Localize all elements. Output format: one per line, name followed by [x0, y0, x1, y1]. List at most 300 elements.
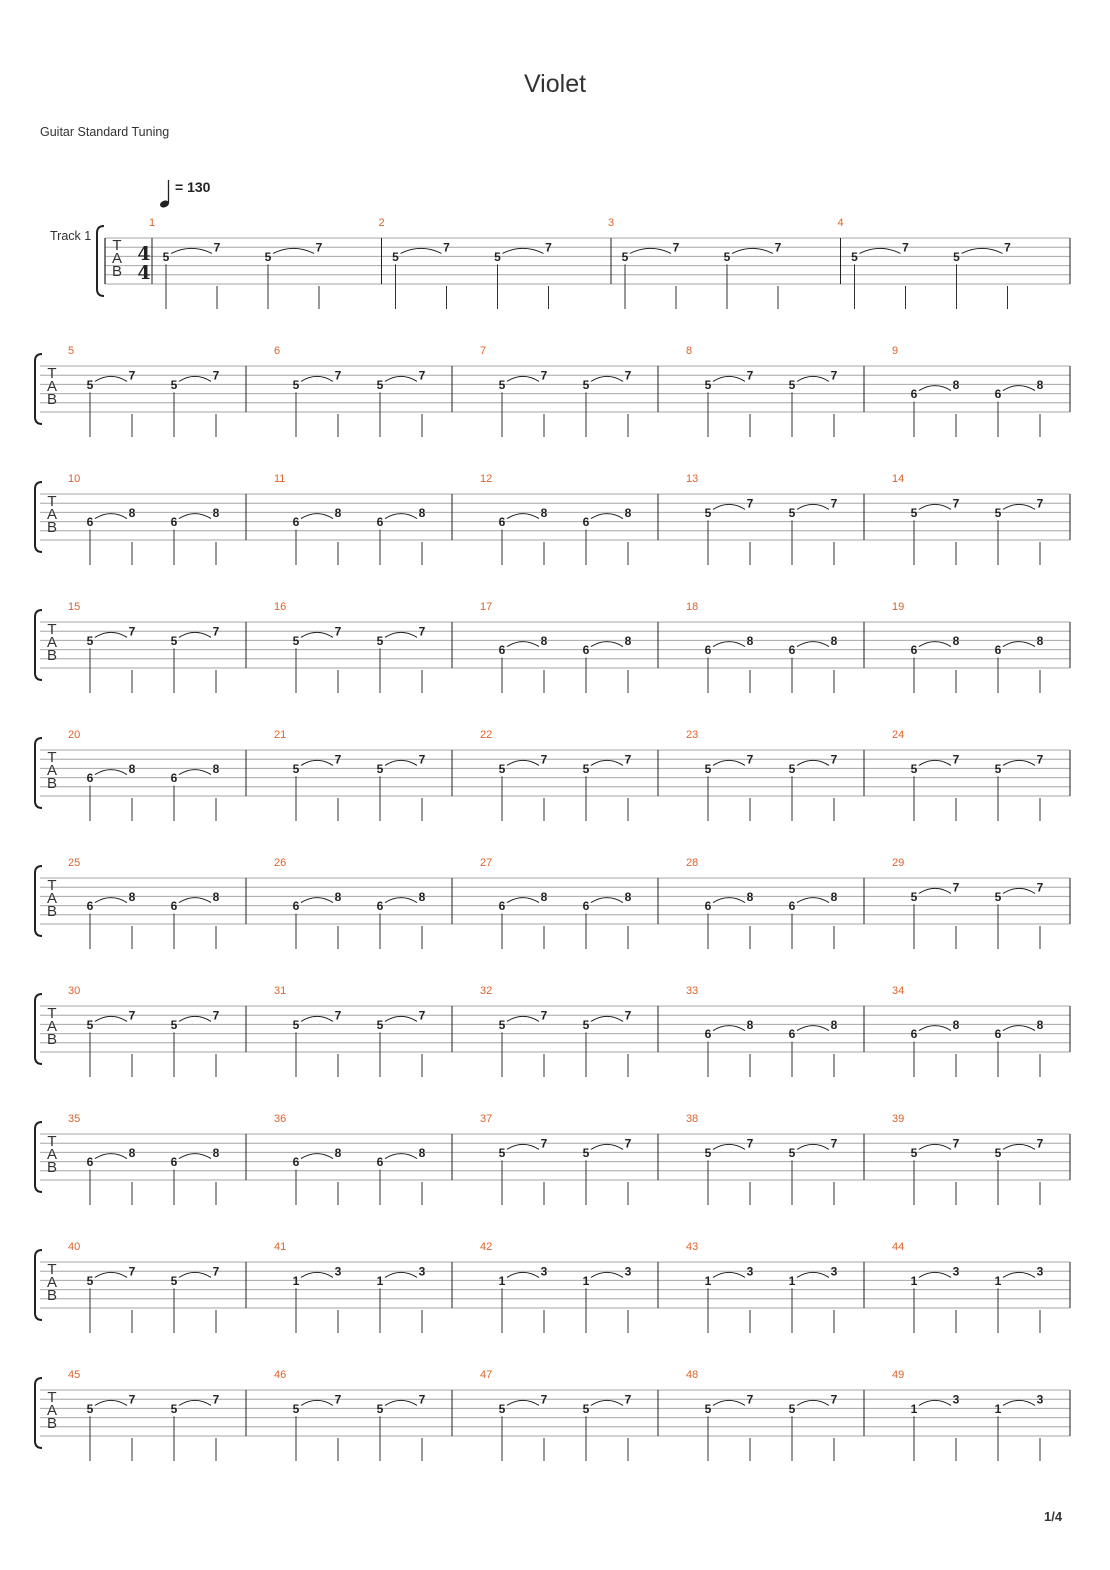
fret-number: 7	[952, 880, 960, 895]
tab-clef-letter: B	[46, 1415, 58, 1432]
measure-number: 22	[480, 729, 493, 741]
fret-number: 7	[213, 240, 221, 255]
measure-number: 47	[480, 1369, 493, 1381]
fret-number: 7	[334, 368, 342, 383]
fret-number: 5	[498, 761, 506, 776]
time-signature-top: 4	[137, 243, 151, 265]
tab-clef-letter: A	[46, 1146, 58, 1163]
fret-number: 5	[910, 889, 918, 904]
fret-number: 6	[788, 1027, 796, 1042]
measure	[864, 601, 1044, 693]
slur	[1003, 386, 1035, 391]
fret-number: 8	[334, 505, 342, 520]
tab-clef-letter: B	[111, 263, 123, 280]
slur	[273, 248, 314, 253]
tab-system	[35, 473, 1070, 565]
fret-number: 8	[624, 633, 632, 648]
slur	[713, 376, 745, 381]
measure-number: 16	[274, 601, 287, 613]
slur	[385, 760, 417, 765]
slur	[797, 760, 829, 765]
measure-number: 35	[68, 1113, 81, 1125]
measure	[452, 985, 632, 1077]
slur	[919, 1400, 951, 1405]
fret-number: 1	[910, 1273, 918, 1288]
fret-number: 7	[212, 624, 220, 639]
fret-number: 7	[418, 624, 426, 639]
system-bracket	[35, 738, 42, 808]
measure	[452, 473, 632, 565]
fret-number: 3	[334, 1264, 342, 1279]
measure	[246, 601, 426, 693]
fret-number: 6	[498, 899, 506, 914]
fret-number: 3	[1036, 1392, 1044, 1407]
slur	[919, 1144, 951, 1149]
slur	[95, 632, 127, 637]
slur	[591, 1272, 623, 1277]
measure	[452, 1241, 632, 1333]
fret-number: 7	[334, 1392, 342, 1407]
fret-number: 7	[746, 496, 754, 511]
measure	[864, 1241, 1044, 1333]
slur	[713, 1026, 745, 1031]
fret-number: 8	[830, 889, 838, 904]
fret-number: 8	[830, 633, 838, 648]
measure	[658, 601, 838, 693]
measure-number: 4	[837, 217, 844, 229]
fret-number: 1	[910, 1401, 918, 1416]
slur	[713, 504, 745, 509]
slur	[919, 760, 951, 765]
fret-number: 3	[418, 1264, 426, 1279]
system-bracket	[35, 994, 42, 1064]
fret-number: 7	[418, 1008, 426, 1023]
measure-number: 44	[892, 1241, 905, 1253]
slur	[713, 1144, 745, 1149]
fret-number: 5	[994, 761, 1002, 776]
slur	[713, 898, 745, 903]
slur	[1003, 888, 1035, 893]
system-bracket	[35, 354, 42, 424]
system-bracket	[35, 610, 42, 680]
fret-number: 6	[86, 1155, 94, 1170]
measure	[68, 729, 220, 821]
slur	[385, 1016, 417, 1021]
tab-clef-letter: T	[47, 493, 57, 510]
fret-number: 7	[624, 752, 632, 767]
fret-number: 5	[582, 761, 590, 776]
fret-number: 5	[264, 249, 272, 264]
measure-number: 1	[149, 217, 156, 229]
slur	[179, 1154, 211, 1159]
slur	[301, 1272, 333, 1277]
fret-number: 5	[170, 1401, 178, 1416]
tab-system	[35, 857, 1070, 949]
slur	[95, 898, 127, 903]
slur	[919, 386, 951, 391]
fret-number: 6	[788, 899, 796, 914]
tab-clef-letter: A	[46, 506, 58, 523]
fret-number: 8	[540, 633, 548, 648]
slur	[797, 1144, 829, 1149]
fret-number: 5	[704, 1145, 712, 1160]
slur	[507, 898, 539, 903]
measure-number: 10	[68, 473, 81, 485]
measure	[864, 1369, 1044, 1461]
fret-number: 7	[1036, 496, 1044, 511]
measure-number: 37	[480, 1113, 493, 1125]
slur	[301, 760, 333, 765]
measure-number: 43	[686, 1241, 699, 1253]
fret-number: 7	[540, 1392, 548, 1407]
fret-number: 7	[624, 1008, 632, 1023]
fret-number: 8	[334, 1145, 342, 1160]
slur	[591, 760, 623, 765]
fret-number: 5	[704, 1401, 712, 1416]
slur	[797, 1026, 829, 1031]
slur	[919, 1272, 951, 1277]
tab-clef-letter: A	[111, 250, 123, 267]
measure-number: 6	[274, 345, 281, 357]
fret-number: 6	[170, 1155, 178, 1170]
slur	[1003, 1400, 1035, 1405]
fret-number: 7	[746, 752, 754, 767]
fret-number: 6	[170, 899, 178, 914]
fret-number: 8	[624, 889, 632, 904]
slur	[713, 1272, 745, 1277]
measure-number: 27	[480, 857, 493, 869]
fret-number: 7	[418, 1392, 426, 1407]
measure	[68, 473, 220, 565]
slur	[179, 898, 211, 903]
fret-number: 5	[704, 761, 712, 776]
slur	[385, 1154, 417, 1159]
slur	[507, 514, 539, 519]
measure-number: 12	[480, 473, 493, 485]
fret-number: 3	[540, 1264, 548, 1279]
measure	[246, 345, 426, 437]
slur	[591, 514, 623, 519]
slur	[507, 1272, 539, 1277]
measure	[68, 601, 220, 693]
slur	[301, 632, 333, 637]
fret-number: 7	[672, 240, 680, 255]
slur	[713, 642, 745, 647]
fret-number: 5	[292, 633, 300, 648]
fret-number: 7	[315, 240, 323, 255]
tab-clef-letter: T	[47, 1005, 57, 1022]
slur	[591, 898, 623, 903]
fret-number: 7	[830, 752, 838, 767]
fret-number: 3	[952, 1264, 960, 1279]
fret-number: 6	[292, 899, 300, 914]
slur	[171, 248, 212, 253]
slur	[591, 1016, 623, 1021]
fret-number: 7	[212, 1008, 220, 1023]
fret-number: 7	[443, 240, 450, 255]
fret-number: 5	[376, 1401, 384, 1416]
fret-number: 5	[582, 377, 590, 392]
fret-number: 8	[212, 761, 220, 776]
fret-number: 7	[746, 1392, 754, 1407]
measure-number: 33	[686, 985, 699, 997]
slur	[95, 1400, 127, 1405]
fret-number: 8	[212, 505, 220, 520]
fret-number: 7	[952, 752, 960, 767]
measure	[658, 473, 838, 565]
fret-number: 6	[994, 643, 1002, 658]
system-bracket	[35, 1378, 42, 1448]
fret-number: 3	[830, 1264, 838, 1279]
fret-number: 6	[498, 515, 506, 530]
slur	[95, 1016, 127, 1021]
fret-number: 8	[1036, 633, 1044, 648]
fret-number: 1	[582, 1273, 590, 1288]
system-bracket	[97, 226, 104, 296]
fret-number: 6	[86, 899, 94, 914]
slur	[301, 898, 333, 903]
slur	[95, 1272, 127, 1277]
slur	[630, 248, 671, 253]
measure	[246, 1369, 426, 1461]
measure	[658, 345, 838, 437]
tab-clef-letter: T	[47, 1389, 57, 1406]
measure	[246, 729, 426, 821]
slur	[1003, 642, 1035, 647]
fret-number: 6	[582, 899, 590, 914]
fret-number: 5	[86, 1017, 94, 1032]
measure	[68, 857, 220, 949]
fret-number: 6	[910, 1027, 918, 1042]
fret-number: 8	[418, 889, 426, 904]
fret-number: 6	[292, 1155, 300, 1170]
fret-number: 6	[910, 643, 918, 658]
fret-number: 5	[86, 1273, 94, 1288]
tab-system	[35, 345, 1070, 437]
slur	[797, 504, 829, 509]
measure-number: 2	[378, 217, 385, 229]
measure-number: 26	[274, 857, 287, 869]
slur	[713, 1400, 745, 1405]
fret-number: 5	[994, 889, 1002, 904]
fret-number: 8	[212, 889, 220, 904]
measure-number: 42	[480, 1241, 493, 1253]
slur	[591, 376, 623, 381]
fret-number: 8	[418, 1145, 426, 1160]
fret-number: 1	[704, 1273, 712, 1288]
fret-number: 5	[86, 1401, 94, 1416]
measure-number: 32	[480, 985, 493, 997]
measure-number: 15	[68, 601, 81, 613]
tab-system	[35, 1369, 1070, 1461]
measure-number: 40	[68, 1241, 81, 1253]
fret-number: 5	[292, 1017, 300, 1032]
slur	[179, 1272, 211, 1277]
fret-number: 5	[376, 761, 384, 776]
slur	[507, 760, 539, 765]
fret-number: 7	[1036, 1136, 1044, 1151]
fret-number: 7	[830, 368, 838, 383]
slur	[797, 642, 829, 647]
fret-number: 8	[128, 761, 136, 776]
fret-number: 8	[418, 505, 426, 520]
system-bracket	[35, 866, 42, 936]
fret-number: 5	[170, 1017, 178, 1032]
fret-number: 1	[376, 1273, 384, 1288]
fret-number: 5	[910, 1145, 918, 1160]
fret-number: 6	[704, 899, 712, 914]
fret-number: 7	[212, 368, 220, 383]
measure-number: 28	[686, 857, 699, 869]
tab-clef-letter: T	[47, 749, 57, 766]
slur	[95, 1154, 127, 1159]
fret-number: 5	[704, 505, 712, 520]
fret-number: 8	[128, 505, 136, 520]
fret-number: 5	[376, 633, 384, 648]
tab-clef-letter: T	[47, 365, 57, 382]
fret-number: 5	[86, 377, 94, 392]
fret-number: 5	[392, 249, 399, 264]
slur	[179, 376, 211, 381]
measure-number: 7	[480, 345, 487, 357]
fret-number: 5	[994, 1145, 1002, 1160]
measure	[864, 985, 1044, 1077]
measure-number: 38	[686, 1113, 699, 1125]
measure-number: 5	[68, 345, 75, 357]
slur	[797, 1272, 829, 1277]
fret-number: 7	[746, 368, 754, 383]
measure	[246, 1113, 426, 1205]
slur	[1003, 1144, 1035, 1149]
measure	[68, 985, 220, 1077]
fret-number: 1	[994, 1273, 1002, 1288]
fret-number: 5	[292, 761, 300, 776]
slur	[860, 248, 901, 253]
measure-number: 25	[68, 857, 81, 869]
measure	[658, 1241, 838, 1333]
tab-clef-letter: A	[46, 1402, 58, 1419]
measure-number: 18	[686, 601, 699, 613]
fret-number: 3	[746, 1264, 754, 1279]
measure	[452, 601, 632, 693]
measure-number: 45	[68, 1369, 81, 1381]
slur	[507, 1016, 539, 1021]
tab-system	[35, 1241, 1070, 1333]
slur	[919, 888, 951, 893]
fret-number: 5	[953, 249, 960, 264]
fret-number: 5	[788, 761, 796, 776]
fret-number: 6	[994, 387, 1002, 402]
fret-number: 8	[952, 377, 960, 392]
fret-number: 7	[128, 368, 136, 383]
fret-number: 7	[540, 752, 548, 767]
measure-number: 3	[608, 217, 615, 229]
tuning-label: Guitar Standard Tuning	[40, 125, 170, 139]
tab-clef-letter: B	[46, 1159, 58, 1176]
measure-number: 14	[892, 473, 905, 485]
fret-number: 8	[1036, 1017, 1044, 1032]
measure-number: 46	[274, 1369, 287, 1381]
fret-number: 8	[1036, 377, 1044, 392]
fret-number: 5	[582, 1401, 590, 1416]
measure-number: 21	[274, 729, 287, 741]
fret-number: 5	[376, 377, 384, 392]
fret-number: 5	[292, 1401, 300, 1416]
fret-number: 7	[1004, 240, 1011, 255]
fret-number: 6	[498, 643, 506, 658]
measure-number: 13	[686, 473, 699, 485]
tab-system	[35, 601, 1070, 693]
measure	[658, 1113, 838, 1205]
fret-number: 6	[292, 515, 300, 530]
measure-number: 30	[68, 985, 81, 997]
measure-number: 39	[892, 1113, 905, 1125]
fret-number: 1	[788, 1273, 796, 1288]
measure-number: 11	[274, 473, 286, 485]
fret-number: 7	[830, 1136, 838, 1151]
system-bracket	[35, 1122, 42, 1192]
measure	[68, 1369, 220, 1461]
fret-number: 8	[830, 1017, 838, 1032]
fret-number: 5	[788, 1401, 796, 1416]
measure-number: 9	[892, 345, 899, 357]
fret-number: 6	[376, 515, 384, 530]
fret-number: 7	[952, 496, 960, 511]
slur	[385, 376, 417, 381]
fret-number: 6	[376, 899, 384, 914]
fret-number: 7	[540, 1008, 548, 1023]
fret-number: 8	[624, 505, 632, 520]
tab-clef-letter: A	[46, 762, 58, 779]
fret-number: 7	[830, 1392, 838, 1407]
slur	[385, 898, 417, 903]
fret-number: 7	[624, 1136, 632, 1151]
tab-clef-letter: T	[112, 237, 122, 254]
tab-clef-letter: B	[46, 903, 58, 920]
measure	[658, 857, 838, 949]
fret-number: 7	[902, 240, 909, 255]
measure	[864, 473, 1044, 565]
slur	[591, 1144, 623, 1149]
fret-number: 5	[723, 249, 731, 264]
slur	[1003, 760, 1035, 765]
fret-number: 8	[334, 889, 342, 904]
fret-number: 8	[128, 1145, 136, 1160]
fret-number: 5	[498, 377, 506, 392]
fret-number: 7	[128, 1264, 136, 1279]
fret-number: 7	[128, 624, 136, 639]
measure	[452, 345, 632, 437]
slur	[919, 504, 951, 509]
tab-clef-letter: B	[46, 1287, 58, 1304]
slur	[385, 514, 417, 519]
fret-number: 5	[582, 1017, 590, 1032]
measure	[864, 345, 1044, 437]
fret-number: 7	[212, 1392, 220, 1407]
fret-number: 8	[746, 633, 754, 648]
slur	[591, 1400, 623, 1405]
measure-number: 23	[686, 729, 699, 741]
fret-number: 5	[170, 633, 178, 648]
tab-system	[35, 1113, 1070, 1205]
fret-number: 5	[704, 377, 712, 392]
fret-number: 5	[788, 505, 796, 520]
fret-number: 8	[952, 633, 960, 648]
tab-clef-letter: A	[46, 1018, 58, 1035]
slur	[507, 1144, 539, 1149]
slur	[385, 1272, 417, 1277]
measure	[452, 1369, 632, 1461]
